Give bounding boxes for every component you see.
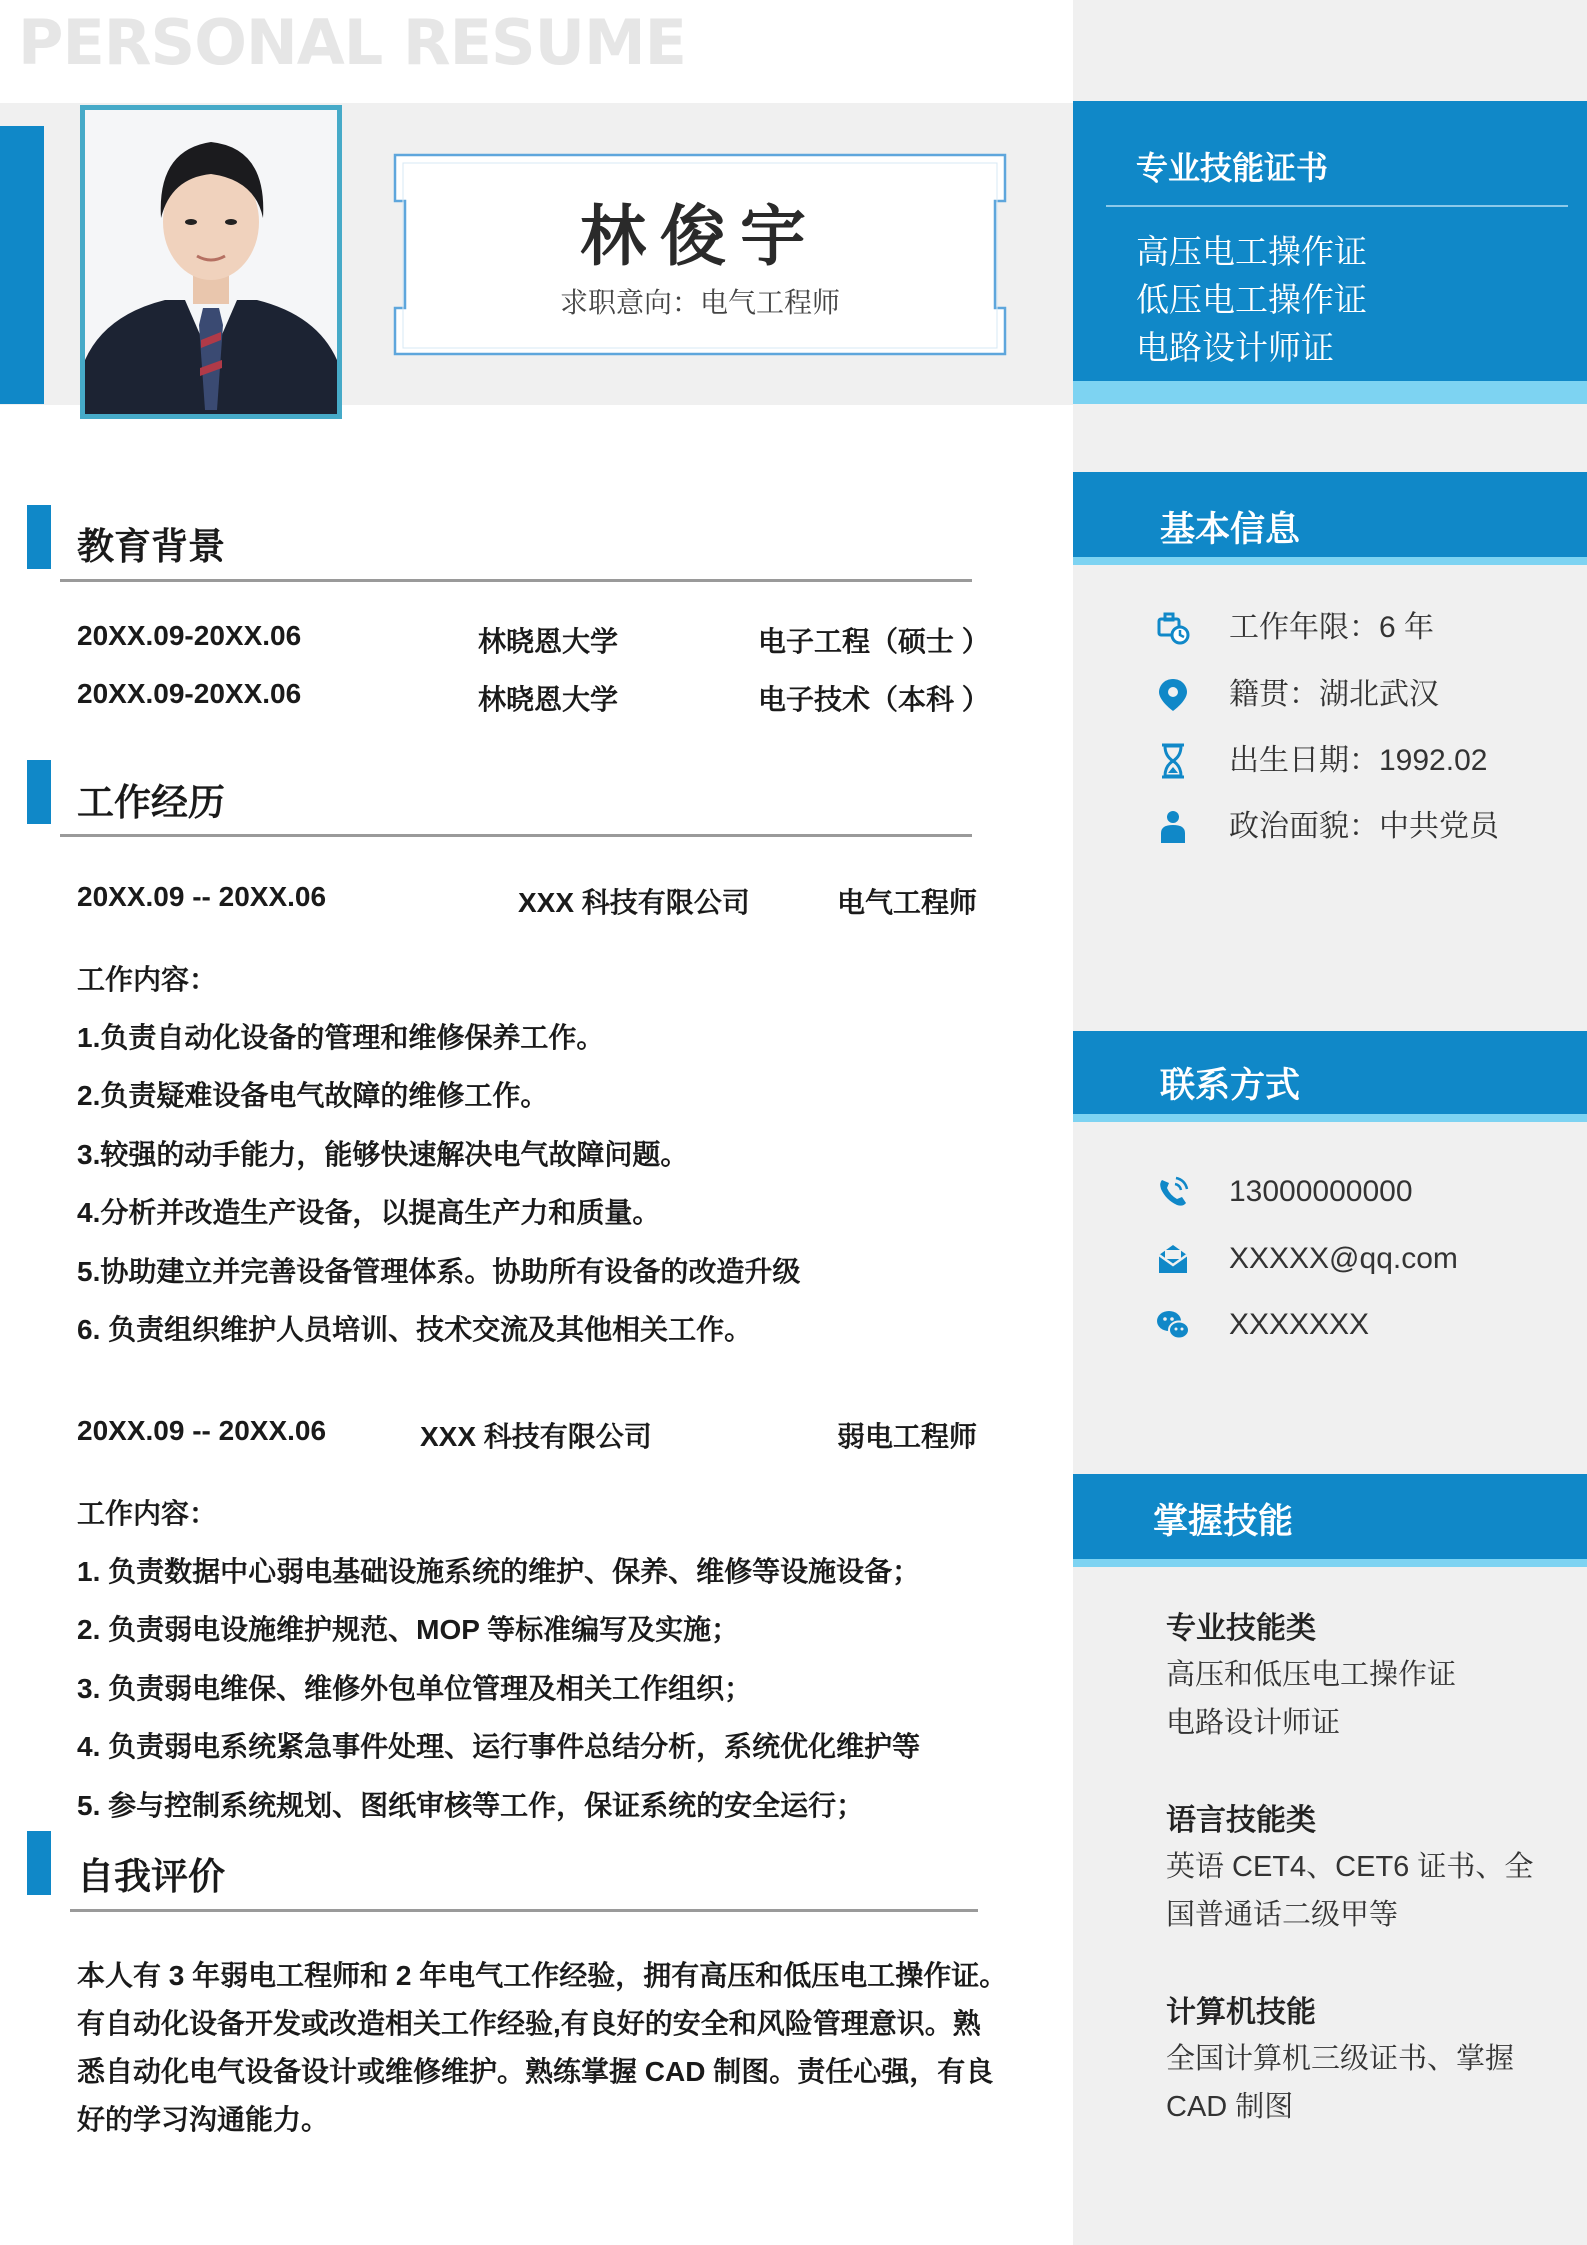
- contact-wechat: XXXXXXX: [1229, 1308, 1370, 1341]
- watermark-text: PERSONAL RESUME: [18, 6, 686, 79]
- job-company: XXX 科技有限公司: [518, 887, 750, 918]
- contact-title: 联系方式: [1160, 1066, 1301, 1105]
- basic-info-title: 基本信息: [1160, 510, 1301, 549]
- work-title: 工作经历: [77, 782, 225, 823]
- skill-group-line: 全国计算机三级证书、掌握: [1166, 2043, 1515, 2075]
- skill-group-line: CAD 制图: [1166, 2091, 1294, 2123]
- self-evaluation-line: 好的学习沟通能力。: [77, 2104, 330, 2135]
- info-hometown: 籍贯：湖北武汉: [1229, 678, 1439, 711]
- skills-title: 掌握技能: [1153, 1502, 1294, 1541]
- skills-header: [1073, 1474, 1587, 1559]
- contact-email: XXXXX@qq.com: [1229, 1242, 1458, 1275]
- job-role: 弱电工程师: [837, 1421, 978, 1452]
- basic-info-header: [1073, 472, 1587, 557]
- profile-photo: [80, 105, 342, 419]
- job-period: 20XX.09 -- 20XX.06: [77, 1415, 327, 1446]
- certificates-title: 专业技能证书: [1136, 150, 1329, 186]
- info-work-years: 工作年限：6 年: [1229, 611, 1435, 644]
- self-evaluation-line: 悉自动化电气设备设计或维修维护。熟练掌握 CAD 制图。责任心强，有良: [77, 2056, 994, 2087]
- contact-strip: [1073, 1114, 1587, 1122]
- job-duty: 5. 参与控制系统规划、图纸审核等工作，保证系统的安全运行；: [77, 1790, 865, 1821]
- job-role: 电气工程师: [837, 887, 978, 918]
- education-divider: [60, 579, 972, 582]
- briefcase-clock-icon: [1156, 610, 1190, 646]
- candidate-name: 林俊宇: [580, 199, 820, 273]
- job-duty: 1. 负责数据中心弱电基础设施系统的维护、保养、维修等设施设备；: [77, 1556, 921, 1587]
- wechat-icon: [1156, 1307, 1190, 1343]
- education-title: 教育背景: [77, 526, 225, 567]
- location-pin-icon: [1156, 677, 1190, 713]
- certificates-strip: [1073, 381, 1587, 404]
- job-content-label: 工作内容：: [77, 1498, 218, 1529]
- job-content-label: 工作内容：: [77, 964, 218, 995]
- job-period: 20XX.09 -- 20XX.06: [77, 881, 327, 912]
- work-divider: [60, 834, 972, 837]
- job-duty: 6. 负责组织维护人员培训、技术交流及其他相关工作。: [77, 1314, 753, 1345]
- self-evaluation-section-marker: [27, 1831, 51, 1895]
- contact-phone: 13000000000: [1229, 1175, 1413, 1208]
- skill-group-heading: 计算机技能: [1166, 1996, 1316, 2029]
- info-row-birth-date: [1156, 741, 1576, 781]
- skill-group-heading: 专业技能类: [1166, 1612, 1316, 1645]
- education-section-marker: [27, 505, 51, 569]
- certificates-divider: [1106, 205, 1568, 207]
- phone-icon: [1156, 1174, 1190, 1210]
- contact-row-phone: [1156, 1172, 1576, 1212]
- self-evaluation-line: 有自动化设备开发或改造相关工作经验,有良好的安全和风险管理意识。熟: [77, 2008, 981, 2039]
- certificate-item: 低压电工操作证: [1136, 281, 1367, 318]
- education-school: 林晓恩大学: [478, 626, 619, 657]
- skill-group-line: 电路设计师证: [1166, 1707, 1341, 1739]
- job-duty: 2. 负责弱电设施维护规范、MOP 等标准编写及实施；: [77, 1614, 740, 1645]
- contact-header: [1073, 1031, 1587, 1114]
- education-period: 20XX.09-20XX.06: [77, 678, 302, 709]
- portrait-image: [85, 110, 337, 414]
- skill-group-line: 英语 CET4、CET6 证书、全: [1166, 1851, 1534, 1883]
- name-card: [393, 153, 1007, 356]
- certificate-item: 电路设计师证: [1136, 329, 1334, 366]
- job-duty: 2.负责疑难设备电气故障的维修工作。: [77, 1080, 549, 1111]
- info-birth-date: 出生日期：1992.02: [1229, 744, 1488, 777]
- hourglass-icon: [1156, 743, 1190, 779]
- job-intent: 求职意向：电气工程师: [559, 287, 840, 318]
- skills-strip: [1073, 1559, 1587, 1567]
- job-duty: 4. 负责弱电系统紧急事件处理、运行事件总结分析，系统优化维护等: [77, 1731, 921, 1762]
- certificate-item: 高压电工操作证: [1136, 233, 1367, 270]
- job-duty: 3.较强的动手能力，能够快速解决电气故障问题。: [77, 1139, 689, 1170]
- info-row-hometown: [1156, 675, 1576, 715]
- info-row-work-years: [1156, 608, 1576, 648]
- skill-group-line: 国普通话二级甲等: [1166, 1899, 1399, 1931]
- basic-info-strip: [1073, 557, 1587, 565]
- contact-row-wechat: [1156, 1305, 1576, 1345]
- education-school: 林晓恩大学: [478, 684, 619, 715]
- email-icon: [1156, 1241, 1190, 1277]
- self-evaluation-divider: [70, 1909, 978, 1912]
- self-evaluation-line: 本人有 3 年弱电工程师和 2 年电气工作经验，拥有高压和低压电工操作证。: [77, 1960, 1008, 1991]
- info-row-political-status: [1156, 807, 1576, 847]
- education-major: 电子技术（本科 ）: [758, 684, 990, 715]
- job-duty: 1.负责自动化设备的管理和维修保养工作。: [77, 1022, 605, 1053]
- job-duty: 5.协助建立并完善设备管理体系。协助所有设备的改造升级: [77, 1256, 801, 1287]
- contact-row-email: [1156, 1239, 1576, 1279]
- person-icon: [1156, 809, 1190, 845]
- education-major: 电子工程（硕士 ）: [758, 626, 990, 657]
- skill-group-line: 高压和低压电工操作证: [1166, 1659, 1457, 1691]
- self-evaluation-title: 自我评价: [77, 1856, 225, 1897]
- education-period: 20XX.09-20XX.06: [77, 620, 302, 651]
- work-section-marker: [27, 760, 51, 824]
- header-accent-bar: [0, 126, 44, 404]
- job-company: XXX 科技有限公司: [420, 1421, 652, 1452]
- skill-group-heading: 语言技能类: [1166, 1804, 1316, 1837]
- job-duty: 3. 负责弱电维保、维修外包单位管理及相关工作组织；: [77, 1673, 753, 1704]
- info-political-status: 政治面貌：中共党员: [1229, 810, 1499, 843]
- job-duty: 4.分析并改造生产设备，以提高生产力和质量。: [77, 1197, 661, 1228]
